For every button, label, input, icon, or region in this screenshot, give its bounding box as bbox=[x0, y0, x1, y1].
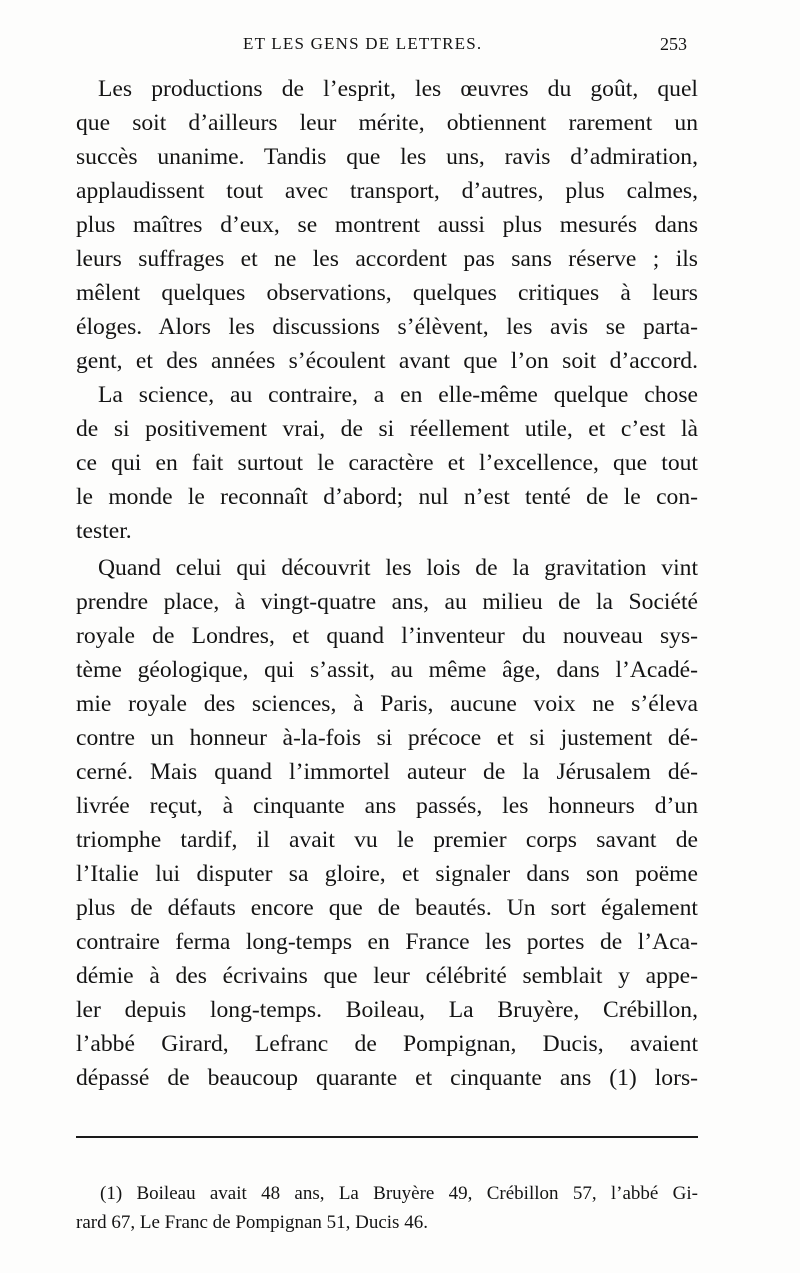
text-line: l’Italie lui disputer sa gloire, et signaler dans son poëme bbox=[76, 861, 698, 887]
text-line: dépassé de beaucoup quarante et cinquante ans (1) lors- bbox=[76, 1065, 698, 1091]
footnote-line: (1) Boileau avait 48 ans, La Bruyère 49, Crébillon 57, l’abbé Gi- bbox=[100, 1183, 698, 1204]
text-line: l’abbé Girard, Lefranc de Pompignan, Ducis, avaient bbox=[76, 1031, 698, 1057]
text-line: prendre place, à vingt-quatre ans, au milieu de la Société bbox=[76, 589, 698, 615]
text-line: ler depuis long-temps. Boileau, La Bruyère, Crébillon, bbox=[76, 997, 698, 1023]
text-line: tème géologique, qui s’assit, au même âge, dans l’Acadé- bbox=[76, 657, 698, 683]
text-line: contraire ferma long-temps en France les portes de l’Aca- bbox=[76, 929, 698, 955]
text-line: tester. bbox=[76, 518, 132, 544]
text-line: cerné. Mais quand l’immortel auteur de la Jérusalem dé- bbox=[76, 759, 698, 785]
text-line: royale de Londres, et quand l’inventeur du nouveau sys- bbox=[76, 623, 698, 649]
running-title: ET LES GENS DE LETTRES. bbox=[243, 34, 483, 53]
text-line: plus de défauts encore que de beautés. Un sort également bbox=[76, 895, 698, 921]
text-line: ce qui en fait surtout le caractère et l’excellence, que tout bbox=[76, 450, 698, 476]
text-line: leurs suffrages et ne les accordent pas sans réserve ; ils bbox=[76, 246, 698, 272]
text-line: démie à des écrivains que leur célébrité semblait y appe- bbox=[76, 963, 698, 989]
text-line: le monde le reconnaît d’abord; nul n’est tenté de le con- bbox=[76, 484, 698, 510]
footnote-line: rard 67, Le Franc de Pompignan 51, Ducis 46. bbox=[76, 1212, 428, 1233]
text-line: livrée reçut, à cinquante ans passés, les honneurs d’un bbox=[76, 793, 698, 819]
text-line: mie royale des sciences, à Paris, aucune voix ne s’éleva bbox=[76, 691, 698, 717]
text-line: Quand celui qui découvrit les lois de la gravitation vint bbox=[98, 555, 698, 581]
page-number: 253 bbox=[660, 34, 687, 54]
text-line: mêlent quelques observations, quelques critiques à leurs bbox=[76, 280, 698, 306]
text-line: Les productions de l’esprit, les œuvres du goût, quel bbox=[98, 76, 698, 102]
text-line: de si positivement vrai, de si réellement utile, et c’est là bbox=[76, 416, 698, 442]
text-line: éloges. Alors les discussions s’élèvent, les avis se parta- bbox=[76, 314, 698, 340]
text-line: applaudissent tout avec transport, d’autres, plus calmes, bbox=[76, 178, 698, 204]
text-line: triomphe tardif, il avait vu le premier corps savant de bbox=[76, 827, 698, 853]
footnote-rule bbox=[76, 1136, 698, 1138]
text-line: gent, et des années s’écoulent avant que l’on soit d’accord. bbox=[76, 348, 698, 374]
text-line: contre un honneur à-la-fois si précoce et si justement dé- bbox=[76, 725, 698, 751]
text-line: plus maîtres d’eux, se montrent aussi plus mesurés dans bbox=[76, 212, 698, 238]
text-line: succès unanime. Tandis que les uns, ravis d’admiration, bbox=[76, 144, 698, 170]
text-line: La science, au contraire, a en elle-même quelque chose bbox=[98, 382, 698, 408]
text-line: que soit d’ailleurs leur mérite, obtiennent rarement un bbox=[76, 110, 698, 136]
running-head bbox=[0, 34, 800, 58]
